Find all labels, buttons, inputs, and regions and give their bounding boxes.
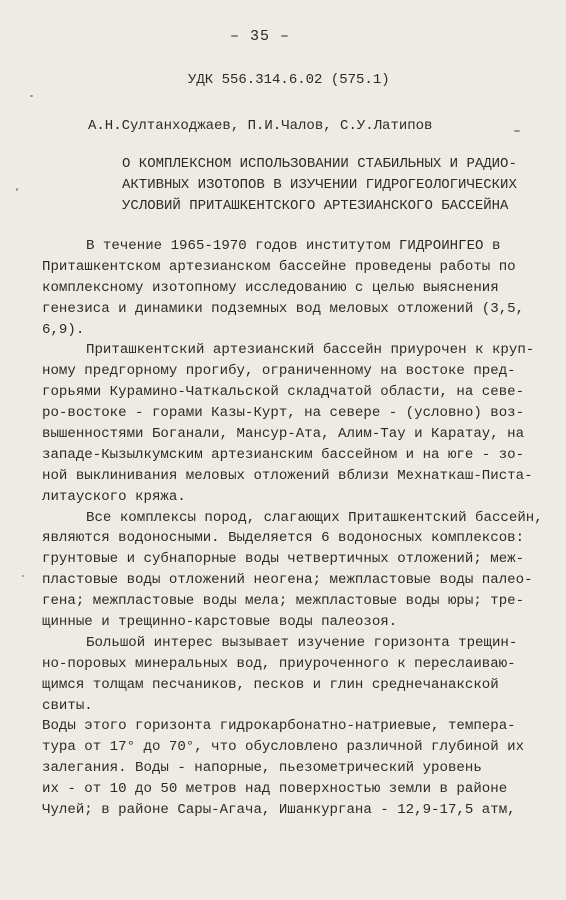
body-line: пластовые воды отложений неогена; межпластовые воды палео- <box>42 572 533 589</box>
body-line: горьями Курамино-Чаткальской складчатой области, на севе- <box>42 384 525 401</box>
body-line: но-поровых минеральных вод, приуроченного к переслаиваю- <box>42 655 516 672</box>
body-line: Воды этого горизонта гидрокарбонатно-натриевые, темпера- <box>42 718 516 735</box>
body-line: свиты. <box>42 697 93 714</box>
body-line: 6,9). <box>42 321 85 338</box>
body-line: Большой интерес вызывает изучение горизонта трещин- <box>86 634 518 651</box>
body-line: вышенностями Боганали, Мансур-Ата, Алим-Тау и Каратау, на <box>42 426 525 443</box>
authors-line: А.Н.Султанходжаев, П.И.Чалов, С.У.Латипов <box>88 118 433 134</box>
body-line: тура от 17° до 70°, что обусловлено различной глубиной их <box>42 739 525 756</box>
body-line: западе-Кызылкумским артезианским бассейном и на юге - зо- <box>42 446 525 463</box>
body-line: ной выклинивания меловых отложений вблизи Мехнаткаш-Писта- <box>42 467 533 484</box>
scan-speck <box>22 575 24 577</box>
scan-speck <box>30 95 33 97</box>
title-line-3: УСЛОВИЙ ПРИТАШКЕНТСКОГО АРТЕЗИАНСКОГО БАССЕЙНА <box>122 198 509 214</box>
body-line: Приташкентском артезианском бассейне проведены работы по <box>42 258 516 275</box>
body-line: Чулей; в районе Сары-Агача, Ишанкургана - 12,9-17,5 атм, <box>42 802 516 819</box>
body-line: ро-востоке - горами Казы-Курт, на севере - (условно) воз- <box>42 405 525 422</box>
scan-speck <box>514 130 520 132</box>
title-line-1: О КОМПЛЕКСНОМ ИСПОЛЬЗОВАНИИ СТАБИЛЬНЫХ И РАДИО- <box>122 156 517 172</box>
article-title <box>122 154 522 217</box>
scan-speck <box>16 188 18 191</box>
body-line: генезиса и динамики подземных вод меловых отложений (3,5, <box>42 300 525 317</box>
udk-code: УДК 556.314.6.02 (575.1) <box>188 72 390 88</box>
body-line: литауского кряжа. <box>42 488 186 505</box>
body-line: В течение 1965-1970 годов институтом ГИДРОИНГЕО в <box>86 238 501 254</box>
body-line: Приташкентский артезианский бассейн приурочен к круп- <box>86 342 535 359</box>
body-line: являются водоносными. Выделяется 6 водоносных комплексов: <box>42 530 525 547</box>
title-line-2: АКТИВНЫХ ИЗОТОПОВ В ИЗУЧЕНИИ ГИДРОГЕОЛОГИЧЕСКИХ <box>122 177 517 193</box>
body-line: гена; межпластовые воды мела; межпластовые воды юры; тре- <box>42 593 525 610</box>
body-line: залегания. Воды - напорные, пьезометрический уровень <box>42 760 482 777</box>
body-line: комплексному изотопному исследованию с целью выяснения <box>42 279 499 296</box>
body-line: щимся толщам песчаников, песков и глин среднечанакской <box>42 676 499 693</box>
body-line: щинные и трещинно-карстовые воды палеозоя. <box>42 614 398 631</box>
body-line: их - от 10 до 50 метров над поверхностью земли в районе <box>42 781 508 798</box>
body-line: грунтовые и субнапорные воды четвертичных отложений; меж- <box>42 551 525 568</box>
page-number: – 35 – <box>229 28 290 45</box>
article-body <box>42 236 543 821</box>
body-line: Все комплексы пород, слагающих Приташкентский бассейн, <box>86 509 543 526</box>
body-line: ному предгорному прогибу, ограниченному на востоке пред- <box>42 363 516 380</box>
